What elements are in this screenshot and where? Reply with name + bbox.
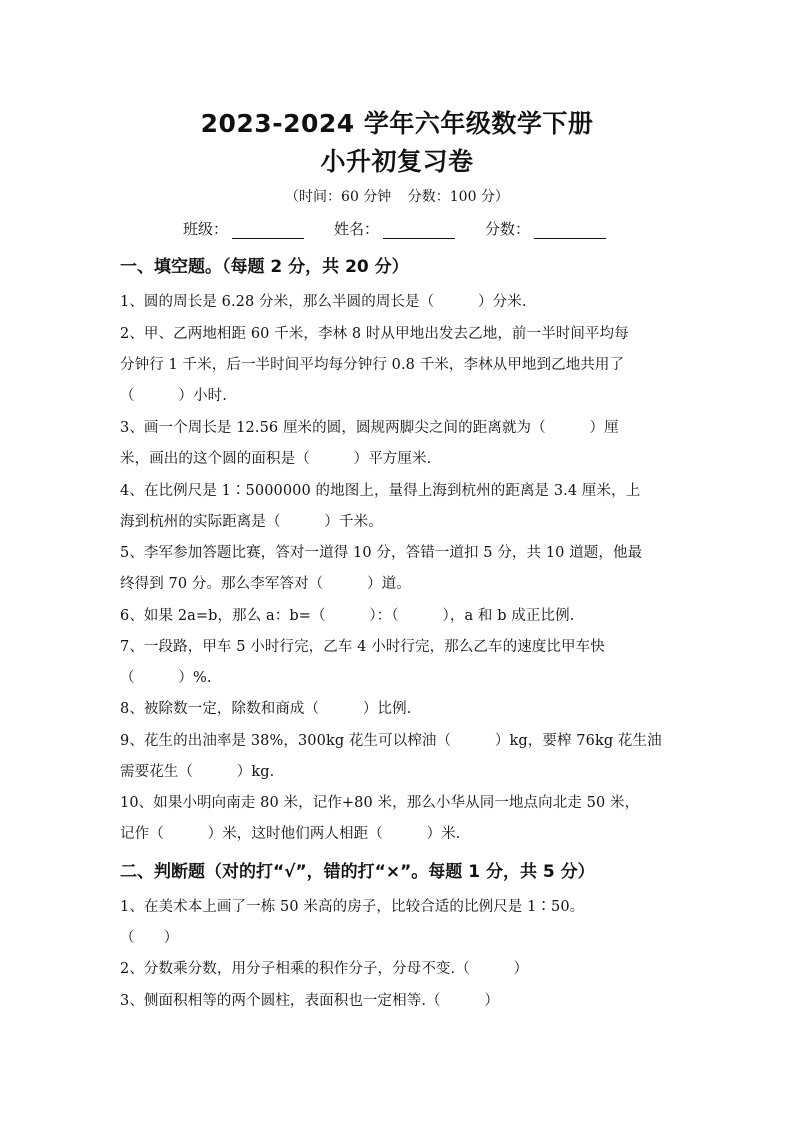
total-score: 分数：100 分） [407,189,509,205]
question-line: 9、花生的出油率是 38%，300kg 花生可以榨油（ ）kg，要榨 76kg 花生油 [120,733,662,749]
class-field[interactable] [183,218,304,239]
score-field[interactable] [485,218,606,239]
question-line: 3、画一个周长是 12.56 厘米的圆，圆规两脚尖之间的距离就为（ ）厘 [120,420,619,436]
question-line: 2、甲、乙两地相距 60 千米，李林 8 时从甲地出发去乙地，前一半时间平均每 [120,326,629,342]
exam-meta [0,186,794,206]
question-line: 米，画出的这个圆的面积是（ ）平方厘米. [120,451,432,467]
name-label: 姓名： [334,220,380,238]
question-line: 2、分数乘分数，用分子相乘的积作分子，分母不变.（ ） [120,961,529,977]
question-line: 5、李军参加答题比赛，答对一道得 10 分，答错一道扣 5 分，共 10 道题，他最 [120,545,643,561]
question-line: 终得到 70 分。那么李军答对（ ）道。 [120,576,411,592]
class-blank[interactable] [232,223,304,239]
section2-heading: 二、判断题（对的打“√”，错的打“×”。每题 1 分，共 5 分） [120,862,595,882]
question-line: 4、在比例尺是 1∶5000000 的地图上，量得上海到杭州的距离是 3.4 厘米，上 [120,483,641,499]
exam-subtitle: 小升初复习卷 [320,147,474,176]
question-line: （ ） [120,930,179,946]
question-line: 3、侧面积相等的两个圆柱，表面积也一定相等.（ ） [120,993,500,1009]
question-line: 6、如果 2a=b，那么 a：b=（ ）：（ ），a 和 b 成正比例. [120,608,575,624]
question-line: 8、被除数一定，除数和商成（ ）比例. [120,701,412,717]
exam-title: 2023-2024 学年六年级数学下册 [200,109,594,138]
class-label: 班级： [183,220,229,238]
question-line: 分钟行 1 千米，后一半时间平均每分钟行 0.8 千米，李林从甲地到乙地共用了 [120,357,625,373]
student-info [183,218,636,239]
section1-heading: 一、填空题。（每题 2 分，共 20 分） [120,257,409,277]
name-blank[interactable] [383,223,455,239]
question-line: 10、如果小明向南走 80 米，记作+80 米，那么小华从同一地点向北走 50 米， [120,795,640,811]
question-line: 需要花生（ ）kg. [120,764,275,780]
question-line: （ ）%. [120,670,212,686]
question-line: 7、一段路，甲车 5 小时行完，乙车 4 小时行完，那么乙车的速度比甲车快 [120,639,605,655]
score-blank[interactable] [534,223,606,239]
question-line: 1、在美术本上画了一栋 50 米高的房子，比较合适的比例尺是 1∶50。 [120,899,585,915]
name-field[interactable] [334,218,455,239]
time-limit: （时间：60 分钟 [285,189,392,205]
question-line: 海到杭州的实际距离是（ ）千米。 [120,514,383,530]
question-line: 记作（ ）米，这时他们两人相距（ ）米. [120,826,461,842]
score-label: 分数： [485,220,531,238]
question-line: （ ）小时. [120,388,227,404]
question-line: 1、圆的周长是 6.28 分米，那么半圆的周长是（ ）分米. [120,294,527,310]
